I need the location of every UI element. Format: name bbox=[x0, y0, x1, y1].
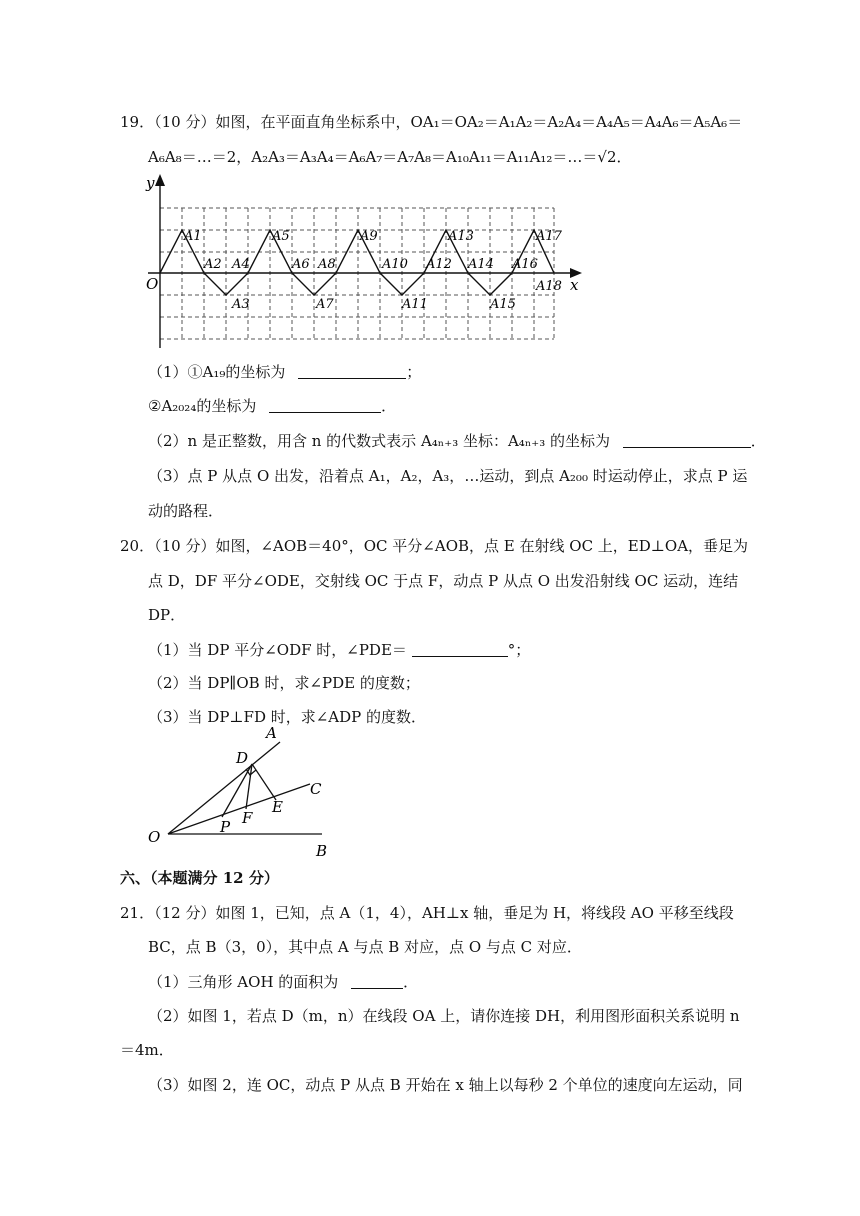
q20-line-2: 点 D，DF 平分∠ODE，交射线 OC 于点 F，动点 P 从点 O 出发沿射线 OC 运动，连结 bbox=[148, 572, 739, 590]
answer-blank-a4n3[interactable] bbox=[623, 432, 751, 448]
q19-line-1: 19．（10 分）如图，在平面直角坐标系中，OA₁＝OA₂＝A₁A₂＝A₂A₄＝A₄A₅＝A₄A₆＝A₅A₆＝ bbox=[120, 113, 743, 131]
q19-part1a-end: ； bbox=[406, 363, 422, 381]
label-A2: A2 bbox=[204, 257, 222, 272]
segment-DE bbox=[252, 764, 276, 800]
y-axis-arrow-icon bbox=[155, 174, 165, 186]
label-A16: A16 bbox=[512, 257, 538, 272]
point-labels bbox=[183, 229, 563, 312]
section-6-heading: 六、（本题满分 12 分） bbox=[120, 869, 279, 887]
q20-line-1: 20．（10 分）如图，∠AOB＝40°，OC 平分∠AOB，点 E 在射线 OC 上，ED⊥OA，垂足为 bbox=[120, 537, 749, 555]
q19-part1b-end: ． bbox=[381, 397, 397, 415]
label-O: O bbox=[148, 828, 161, 846]
label-D: D bbox=[236, 749, 249, 767]
q21-line-1: 21．（12 分）如图 1，已知，点 A（1，4），AH⊥x 轴，垂足为 H，将线段 AO 平移至线段 bbox=[120, 904, 734, 922]
label-A18: A18 bbox=[536, 279, 562, 294]
answer-blank-a2024[interactable] bbox=[269, 397, 381, 413]
label-A13: A13 bbox=[448, 229, 474, 244]
origin-label: O bbox=[146, 275, 159, 293]
q21-part3: （3）如图 2，连 OC，动点 P 从点 B 开始在 x 轴上以每秒 2 个单位的速度向左运动，同 bbox=[148, 1076, 743, 1094]
q19-part3-line-2: 动的路程． bbox=[148, 502, 224, 520]
q21-part2-line-1: （2）如图 1，若点 D（m，n）在线段 OA 上，请你连接 DH，利用图形面积关系说明 n bbox=[148, 1007, 740, 1025]
q20-part1-end: °； bbox=[507, 641, 531, 659]
q20-part1-text: （1）当 DP 平分∠ODF 时，∠PDE＝ bbox=[148, 641, 407, 659]
q19-part1a-text: （1）①A₁₉的坐标为 bbox=[148, 363, 286, 381]
label-A10: A10 bbox=[382, 257, 408, 272]
q20-line-3: DP． bbox=[148, 606, 186, 624]
q19-part3-line-1: （3）点 P 从点 O 出发，沿着点 A₁，A₂，A₃，…运动，到点 A₂₀₀ 时运动停止，求点 P 运 bbox=[148, 467, 748, 485]
answer-blank-pde[interactable] bbox=[412, 641, 508, 657]
q20-part2: （2）当 DP∥OB 时，求∠PDE 的度数； bbox=[148, 674, 420, 692]
label-A6: A6 bbox=[292, 257, 310, 272]
answer-blank-area[interactable] bbox=[351, 973, 403, 989]
label-A12: A12 bbox=[426, 257, 452, 272]
q21-part1-text: （1）三角形 AOH 的面积为 bbox=[148, 973, 339, 991]
q21-part1-end: ． bbox=[403, 973, 419, 991]
q19-line-2: A₆A₈＝…＝2，A₂A₃＝A₃A₄＝A₆A₇＝A₇A₈＝A₁₀A₁₁＝A₁₁A₁₂＝…＝√2． bbox=[148, 148, 632, 166]
label-A8: A8 bbox=[318, 257, 336, 272]
ray-OC bbox=[168, 784, 310, 834]
q20-angle-figure bbox=[140, 722, 360, 862]
label-A5: A5 bbox=[272, 229, 290, 244]
y-axis-label: y bbox=[146, 174, 155, 192]
q19-zigzag-figure bbox=[140, 168, 600, 348]
q19-part2 bbox=[148, 431, 766, 451]
label-A15: A15 bbox=[490, 297, 516, 312]
label-A1: A1 bbox=[184, 229, 202, 244]
label-A3: A3 bbox=[232, 297, 250, 312]
q21-part1 bbox=[148, 972, 418, 992]
label-A7: A7 bbox=[316, 297, 334, 312]
answer-blank-a19[interactable] bbox=[298, 363, 406, 379]
q21-part2-line-2: ＝4m． bbox=[120, 1041, 174, 1059]
label-C: C bbox=[310, 780, 322, 798]
label-P: P bbox=[220, 818, 231, 836]
x-axis-label: x bbox=[570, 276, 579, 294]
q19-part1a bbox=[148, 362, 421, 382]
label-E: E bbox=[272, 798, 283, 816]
label-B: B bbox=[316, 842, 328, 860]
q20-part1 bbox=[148, 640, 530, 660]
label-A4: A4 bbox=[232, 257, 250, 272]
label-A17: A17 bbox=[536, 229, 562, 244]
q21-line-2: BC，点 B（3，0），其中点 A 与点 B 对应，点 O 与点 C 对应． bbox=[148, 938, 582, 956]
q19-part1b-text: ②A₂₀₂₄的坐标为 bbox=[148, 397, 257, 415]
q19-part2-end: ． bbox=[750, 432, 766, 450]
label-F: F bbox=[242, 809, 253, 827]
label-A: A bbox=[266, 724, 277, 742]
q19-part2-text: （2）n 是正整数，用含 n 的代数式表示 A₄ₙ₊₃ 坐标：A₄ₙ₊₃ 的坐标为 bbox=[148, 432, 611, 450]
q20-part3: （3）当 DP⊥FD 时，求∠ADP 的度数． bbox=[148, 708, 427, 726]
q19-part1b bbox=[148, 396, 396, 416]
label-A14: A14 bbox=[468, 257, 494, 272]
label-A9: A9 bbox=[360, 229, 378, 244]
label-A11: A11 bbox=[402, 297, 428, 312]
